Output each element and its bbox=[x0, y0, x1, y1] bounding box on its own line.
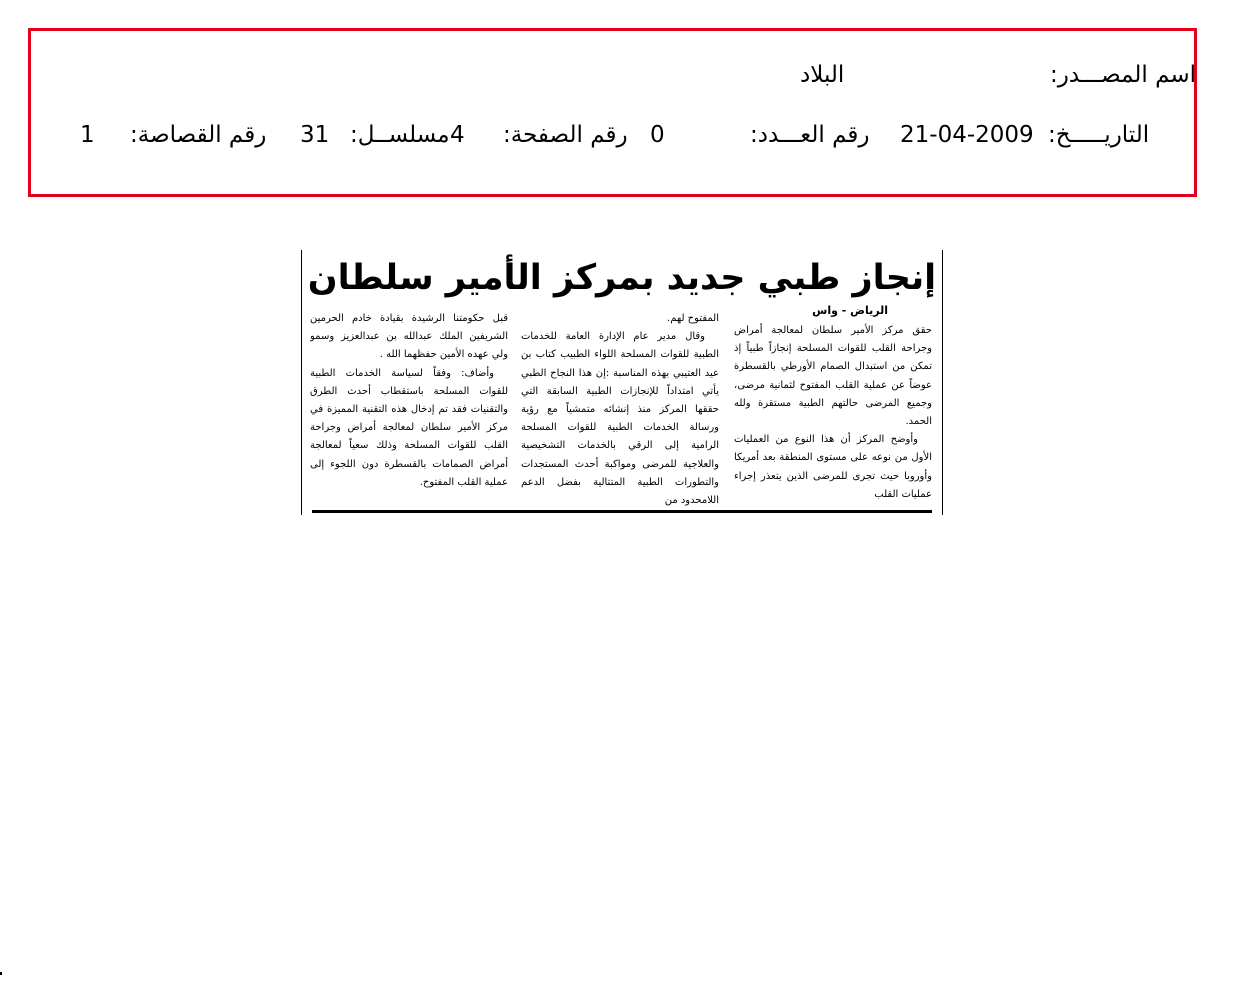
article-column-1 bbox=[734, 322, 932, 506]
source-value: البلاد bbox=[800, 62, 845, 88]
article-dateline: الرياض - واس bbox=[812, 304, 888, 317]
article-paragraph: وأضاف: وفقاً لسياسة الخدمات الطبية للقوات المسلحة باستقطاب أحدث الطرق والتقنيات فقد تم إدخال هذه التقنية المميزة في مركز الأمير سلطان لمعالجة أمراض وجراحة القلب للقوات المسلحة وذلك سعياً لمعالجة أمراض الصمامات بالقسطرة دون اللجوء إلى عملية القلب المفتوح. bbox=[310, 367, 508, 488]
clipping-metadata-box bbox=[28, 28, 1197, 197]
article-paragraph: المفتوح لهم. bbox=[667, 313, 719, 324]
date-label: التاريـــــخ: bbox=[1048, 122, 1150, 148]
issue-value: 0 bbox=[650, 122, 665, 148]
serial-label: مسلســل: bbox=[350, 122, 450, 148]
newspaper-clipping bbox=[301, 250, 943, 515]
date-value: 21-04-2009 bbox=[900, 122, 1034, 148]
page-value: 4 bbox=[450, 122, 465, 148]
page-label: رقم الصفحة: bbox=[503, 122, 628, 148]
article-paragraph: قبل حكومتنا الرشيدة بقيادة خادم الحرمين الشريفين الملك عبدالله بن عبدالعزيز وسمو ولي عهده الأمين حفظهما الله . bbox=[310, 313, 508, 361]
scan-edge-mark bbox=[0, 972, 2, 975]
serial-value: 31 bbox=[300, 122, 330, 148]
article-paragraph: وأوضح المركز أن هذا النوع من العمليات الأول من نوعه على مستوى المنطقة بعد أمريكا وأوروبا حيث تجرى للمرضى الذين يتعذر إجراء عمليات القلب bbox=[734, 434, 932, 500]
issue-label: رقم العـــدد: bbox=[750, 122, 870, 148]
clipping-bottom-rule bbox=[312, 510, 932, 513]
article-column-3 bbox=[310, 310, 508, 506]
article-headline: إنجاز طبي جديد بمركز الأمير سلطان bbox=[307, 258, 937, 298]
source-label: اسم المصـــدر: bbox=[1050, 62, 1197, 88]
article-column-2 bbox=[521, 310, 719, 506]
article-paragraph: وقال مدير عام الإدارة العامة للخدمات الطبية للقوات المسلحة اللواء الطبيب كتاب بن عيد العتيبي بهذه المناسبة :إن هذا النجاح الطبي يأتي امتداداً للإنجازات الطبية السابقة التي حققها المركز منذ إنشائه متمشياً مع رؤية ورسالة الخدمات الطبية للقوات المسلحة الرامية إلى الرقي بالخدمات التشخيصية والعلاجية للمرضى ومواكبة أحدث المستجدات والتطورات الطبية المتتالية بفضل الدعم اللامحدود من bbox=[521, 331, 719, 506]
clip-number-value: 1 bbox=[80, 122, 95, 148]
article-paragraph: حقق مركز الأمير سلطان لمعالجة أمراض وجراحة القلب للقوات المسلحة إنجازاً طبياً إذ تمكن من استبدال الصمام الأورطي بالقسطرة عوضاً عن عملية القلب المفتوح لثمانية مرضى، وجميع المرضى حالتهم الطبية مستقرة ولله الحمد. bbox=[734, 325, 932, 428]
clip-number-label: رقم القصاصة: bbox=[130, 122, 267, 148]
